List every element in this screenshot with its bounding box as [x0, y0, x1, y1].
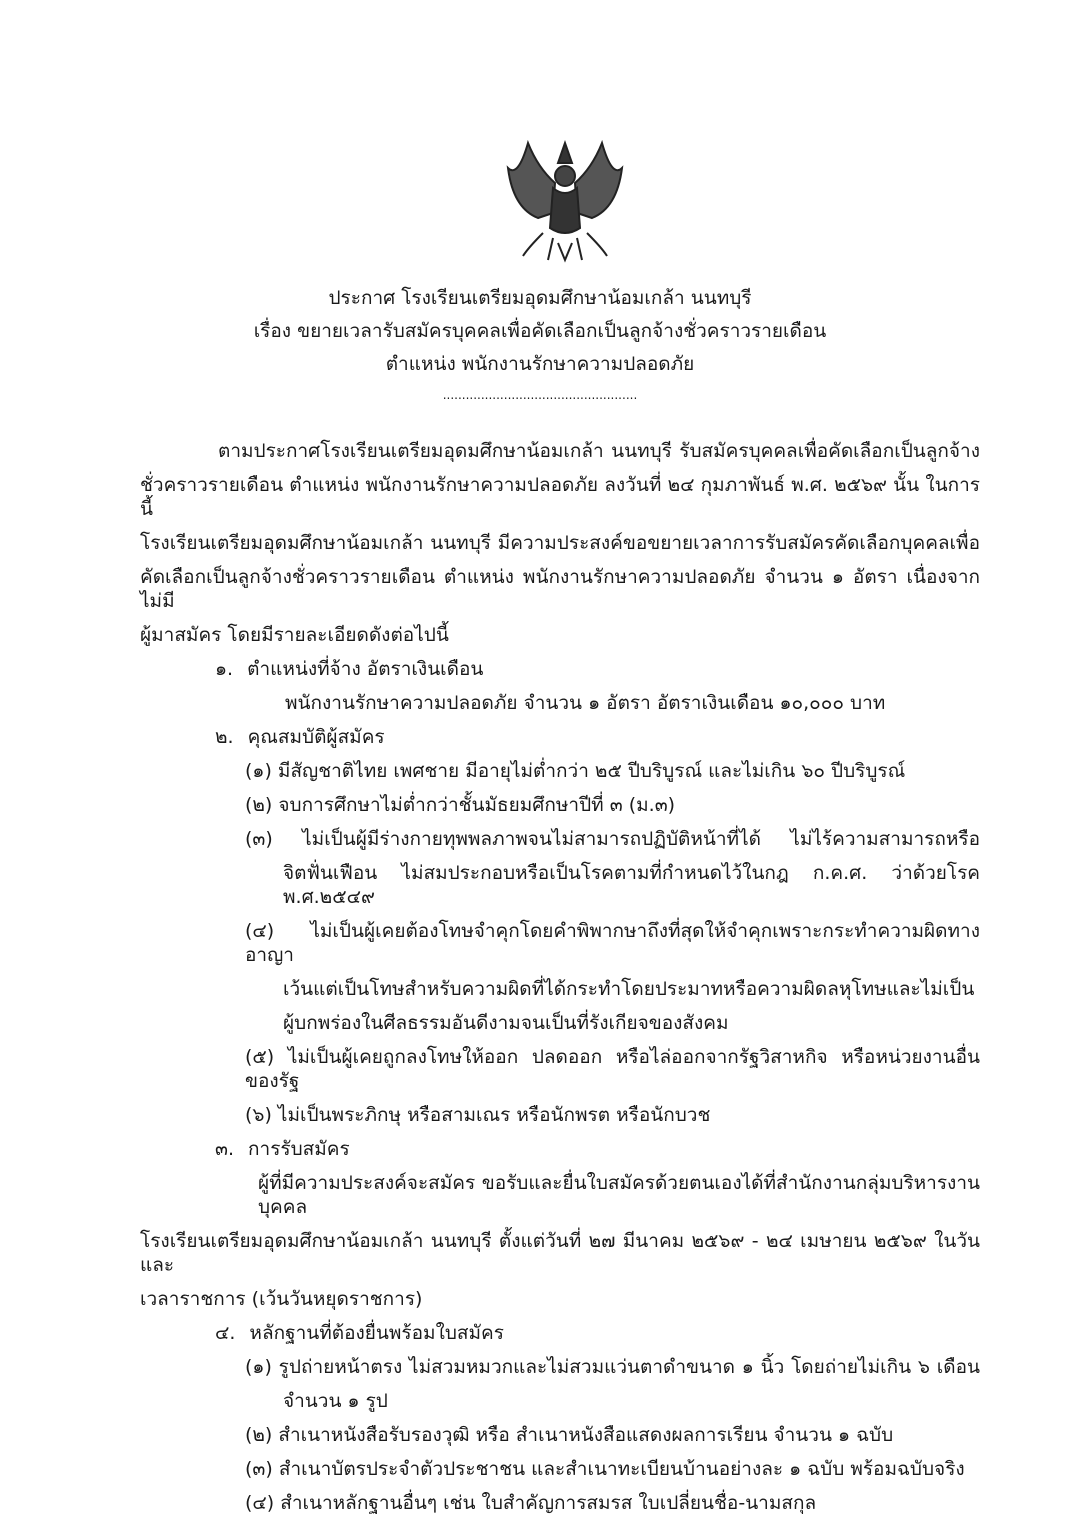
section-3-line: ผู้ที่มีความประสงค์จะสมัคร ขอรับและยื่นใบสมัครด้วยตนเองได้ที่สำนักงานกลุ่มบริหารงานบุคคล — [258, 1172, 980, 1218]
section-2-line: (๖) ไม่เป็นพระภิกษุ หรือสามเณร หรือนักพรต หรือนักบวช — [245, 1104, 711, 1126]
intro-line: คัดเลือกเป็นลูกจ้างชั่วคราวรายเดือน ตำแหน่ง พนักงานรักษาความปลอดภัย จำนวน ๑ อัตรา เนื่องจากไม่มี — [140, 566, 980, 612]
intro-line: โรงเรียนเตรียมอุดมศึกษาน้อมเกล้า นนทบุรี มีความประสงค์ขอขยายเวลาการรับสมัครคัดเลือกบุคคลเพื่อ — [140, 532, 980, 554]
section-3-line: โรงเรียนเตรียมอุดมศึกษาน้อมเกล้า นนทบุรี ตั้งแต่วันที่ ๒๗ มีนาคม ๒๕๖๙ - ๒๔ เมษายน ๒๕๖๙ ในวันและ — [140, 1230, 980, 1276]
intro-line: ชั่วคราวรายเดือน ตำแหน่ง พนักงานรักษาความปลอดภัย ลงวันที่ ๒๔ กุมภาพันธ์ พ.ศ. ๒๕๖๙ นั้น ในการนี้ — [140, 474, 980, 520]
section-2-line: (๕) ไม่เป็นผู้เคยถูกลงโทษให้ออก ปลดออก หรือไล่ออกจากรัฐวิสาหกิจ หรือหน่วยงานอื่นของรัฐ — [245, 1046, 980, 1092]
section-1-number: ๑. — [215, 658, 234, 680]
section-2-title: คุณสมบัติผู้สมัคร — [247, 726, 385, 748]
title-line-2: เรื่อง ขยายเวลารับสมัครบุคคลเพื่อคัดเลือกเป็นลูกจ้างชั่วคราวรายเดือน — [253, 320, 827, 342]
section-4-number: ๔. — [215, 1322, 236, 1344]
title-line-3: ตำแหน่ง พนักงานรักษาความปลอดภัย — [385, 353, 695, 375]
section-2-heading — [215, 725, 980, 749]
section-2-line: ผู้บกพร่องในศีลธรรมอันดีงามจนเป็นที่รังเกียจของสังคม — [283, 1012, 729, 1034]
intro-line: ผู้มาสมัคร โดยมีรายละเอียดดังต่อไปนี้ — [140, 624, 449, 646]
section-3-number: ๓. — [215, 1138, 235, 1160]
section-2-line: เว้นแต่เป็นโทษสำหรับความผิดที่ได้กระทำโดยประมาทหรือความผิดลหุโทษและไม่เป็น — [283, 978, 975, 1000]
section-4-line: (๔) สำเนาหลักฐานอื่นๆ เช่น ใบสำคัญการสมรส ใบเปลี่ยนชื่อ-นามสกุล — [245, 1492, 817, 1514]
section-4-heading — [215, 1321, 980, 1345]
section-2-line: (๒) จบการศึกษาไม่ต่ำกว่าชั้นมัธยมศึกษาปีที่ ๓ (ม.๓) — [245, 794, 676, 816]
section-3-heading — [215, 1137, 980, 1161]
intro-line: ตามประกาศโรงเรียนเตรียมอุดมศึกษาน้อมเกล้า นนทบุรี รับสมัครบุคคลเพื่อคัดเลือกเป็นลูกจ้าง — [218, 440, 980, 462]
section-3-title: การรับสมัคร — [248, 1138, 350, 1160]
title-line-1: ประกาศ โรงเรียนเตรียมอุดมศึกษาน้อมเกล้า นนทบุรี — [328, 287, 752, 309]
section-3-line: เวลาราชการ (เว้นวันหยุดราชการ) — [140, 1288, 423, 1310]
section-4-line: จำนวน ๑ รูป — [283, 1390, 388, 1412]
garuda-emblem-icon — [498, 138, 633, 263]
section-4-line: (๒) สำเนาหนังสือรับรองวุฒิ หรือ สำเนาหนังสือแสดงผลการเรียน จำนวน ๑ ฉบับ — [245, 1424, 894, 1446]
section-1-line: พนักงานรักษาความปลอดภัย จำนวน ๑ อัตรา อัตราเงินเดือน ๑๐,๐๐๐ บาท — [285, 692, 886, 714]
section-2-line: จิตฟั่นเฟือน ไม่สมประกอบหรือเป็นโรคตามที่กำหนดไว้ในกฎ ก.ค.ศ. ว่าด้วยโรค พ.ศ.๒๕๔๙ — [283, 862, 980, 908]
section-2-line: (๑) มีสัญชาติไทย เพศชาย มีอายุไม่ต่ำกว่า ๒๕ ปีบริบูรณ์ และไม่เกิน ๖๐ ปีบริบูรณ์ — [245, 760, 906, 782]
section-1-title: ตำแหน่งที่จ้าง อัตราเงินเดือน — [247, 658, 484, 680]
document-body — [0, 286, 1080, 1525]
section-2-number: ๒. — [215, 726, 234, 748]
section-4-line: (๑) รูปถ่ายหน้าตรง ไม่สวมหมวกและไม่สวมแว่นตาดำขนาด ๑ นิ้ว โดยถ่ายไม่เกิน ๖ เดือน — [245, 1356, 980, 1378]
section-2-line: (๔) ไม่เป็นผู้เคยต้องโทษจำคุกโดยคำพิพากษาถึงที่สุดให้จำคุกเพราะกระทำความผิดทางอาญา — [245, 920, 980, 966]
section-4-title: หลักฐานที่ต้องยื่นพร้อมใบสมัคร — [249, 1322, 504, 1344]
section-2-line: (๓) ไม่เป็นผู้มีร่างกายทุพพลภาพจนไม่สามารถปฏิบัติหน้าที่ได้ ไม่ไร้ความสามารถหรือ — [245, 828, 980, 850]
section-1-heading — [215, 657, 980, 681]
title-separator: ................................................... — [442, 388, 638, 402]
section-4-line: (๓) สำเนาบัตรประจำตัวประชาชน และสำเนาทะเบียนบ้านอย่างละ ๑ ฉบับ พร้อมฉบับจริง — [245, 1458, 965, 1480]
